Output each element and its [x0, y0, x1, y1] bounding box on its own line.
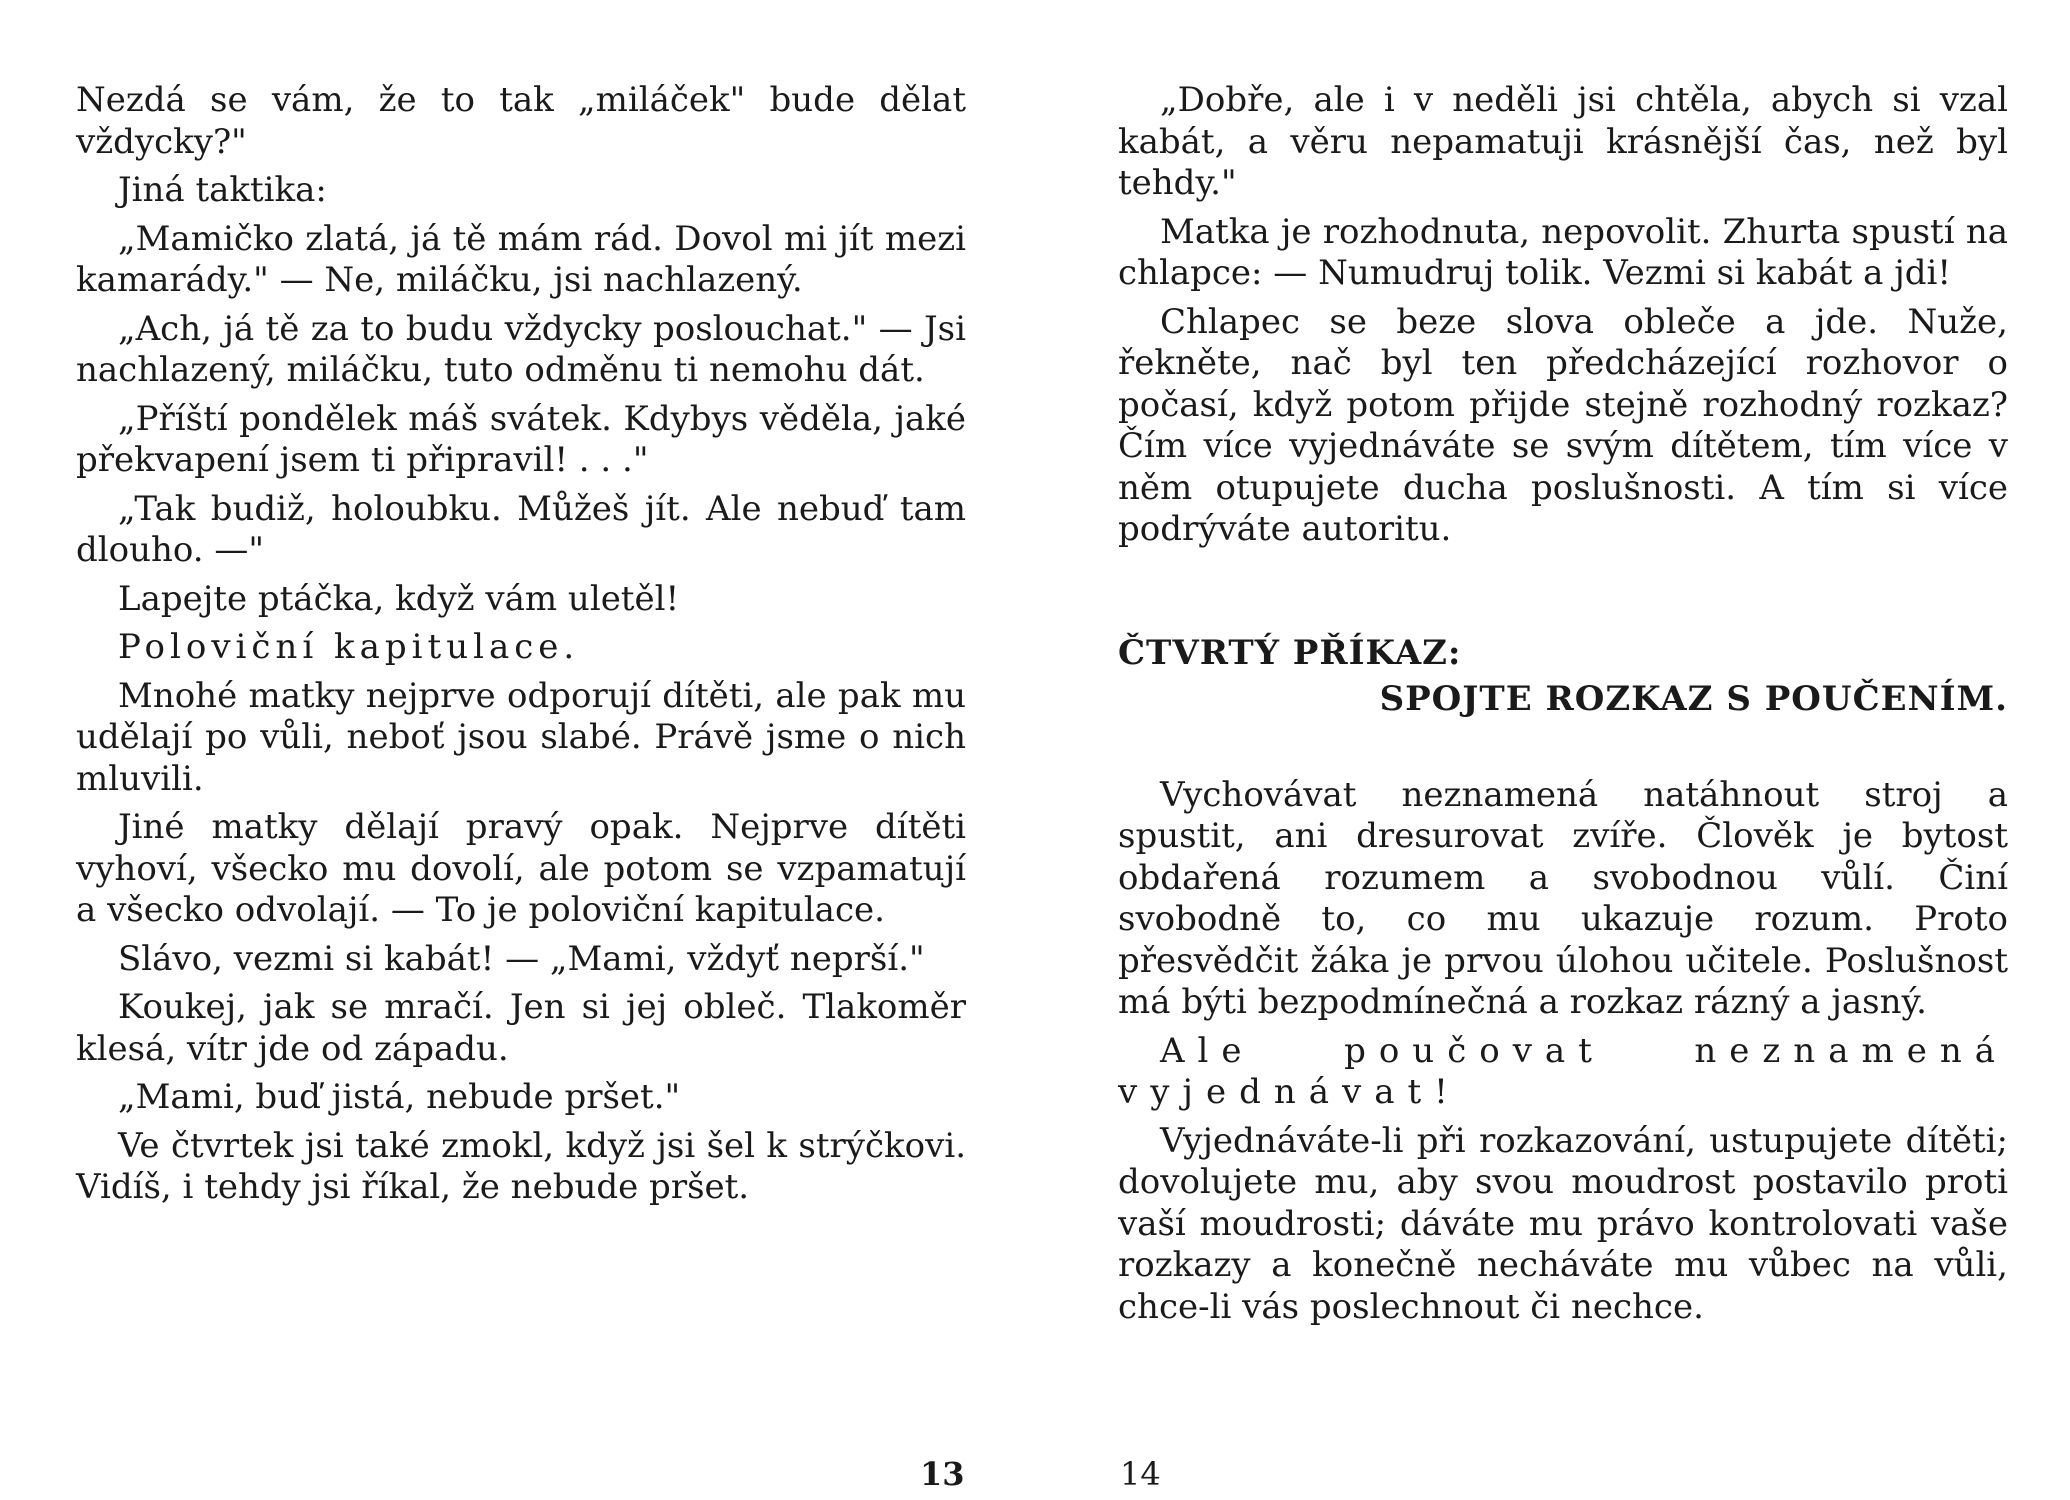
paragraph: Matka je rozhodnuta, nepovolit. Zhurta spustí na chlapce: — Numudruj tolik. Vezmi si kabát a jdi!: [1118, 211, 2008, 293]
paragraph: Ve čtvrtek jsi také zmokl, když jsi šel k strýčkovi. Vidíš, i tehdy jsi říkal, že nebude pršet.: [76, 1125, 966, 1207]
paragraph: Nezdá se vám, že to tak „miláček" bude dělat vždycky?": [76, 80, 966, 162]
paragraph: „Mamičko zlatá, já tě mám rád. Dovol mi jít mezi kamarády." — Ne, miláčku, jsi nachlazený.: [76, 218, 966, 300]
paragraph: Jiná taktika:: [118, 170, 327, 210]
paragraph: Lapejte ptáčka, když vám uletěl!: [118, 578, 680, 619]
paragraph: „Mami, buď jistá, nebude pršet.": [118, 1077, 681, 1117]
chapter-heading: ČTVRTÝ PŘÍKAZ:: [1118, 632, 1462, 673]
paragraph: „Dobře, ale i v neděli jsi chtěla, abych si vzal kabát, a věru nepamatuji krásnější čas, než byl tehdy.": [1118, 80, 2008, 203]
paragraph: „Tak budiž, holoubku. Můžeš jít. Ale nebuď tam dlouho. —": [76, 488, 966, 570]
paragraph: Vychovávat neznamená natáhnout stroj a spustit, ani dresurovat zvíře. Člověk je bytost obdařená rozumem a svobodnou vůlí. Činí svobodně to, co mu ukazuje rozum. Proto přesvědčit žáka je prvou úlohou učitele. Poslušnost má býti bezpodmínečná a rozkaz rázný a jasný.: [1118, 774, 2008, 1022]
paragraph: „Příští pondělek máš svátek. Kdybys věděla, jaké překvapení jsem ti připravil! . . .": [76, 398, 966, 480]
paragraph: Vyjednáváte-li při rozkazování, ustupujete dítěti; dovolujete mu, aby svou moudrost postavilo proti vaší moudrosti; dáváte mu právo kontrolovati vaše rozkazy a konečně necháváte mu vůbec na vůli, chce-li vás poslechnout či nechce.: [1118, 1120, 2008, 1327]
paragraph: Chlapec se beze slova obleče a jde. Nuže, řekněte, nač byl ten předcházející rozhovor o počasí, když potom přijde stejně rozhodný rozkaz? Čím více vyjednáváte se svým dítětem, tím více v něm otupujete ducha poslušnosti. A tím si více podrýváte autoritu.: [1118, 301, 2008, 549]
paragraph: Jiné matky dělají pravý opak. Nejprve dítěti vyhoví, všecko mu dovolí, ale potom se vzpamatují a všecko odvolají. — To je poloviční kapitulace.: [76, 807, 966, 930]
right-page: [1118, 80, 2008, 1335]
paragraph: Mnohé matky nejprve odporují dítěti, ale pak mu udělají po vůli, neboť jsou slabé. Právě jsme o nich mluvili.: [76, 675, 966, 799]
section-subtitle: Poloviční kapitulace.: [118, 627, 580, 667]
page-number-left: 13: [920, 1455, 965, 1493]
paragraph: Koukej, jak se mračí. Jen si jej obleč. Tlakoměr klesá, vítr jde od západu.: [76, 987, 966, 1069]
left-page: [76, 80, 966, 1216]
paragraph: „Ach, já tě za to budu vždycky poslouchat." — Jsi nachlazený, miláčku, tuto odměnu ti nemohu dát.: [76, 308, 966, 390]
page-number-right: 14: [1120, 1455, 1161, 1493]
paragraph: Slávo, vezmi si kabát! — „Mami, vždyť neprší.": [118, 938, 925, 979]
emphasis-paragraph: Ale poučovat neznamená vyjednávat!: [1118, 1030, 2008, 1112]
chapter-subheading: SPOJTE ROZKAZ S POUČENÍM.: [1379, 678, 2008, 719]
